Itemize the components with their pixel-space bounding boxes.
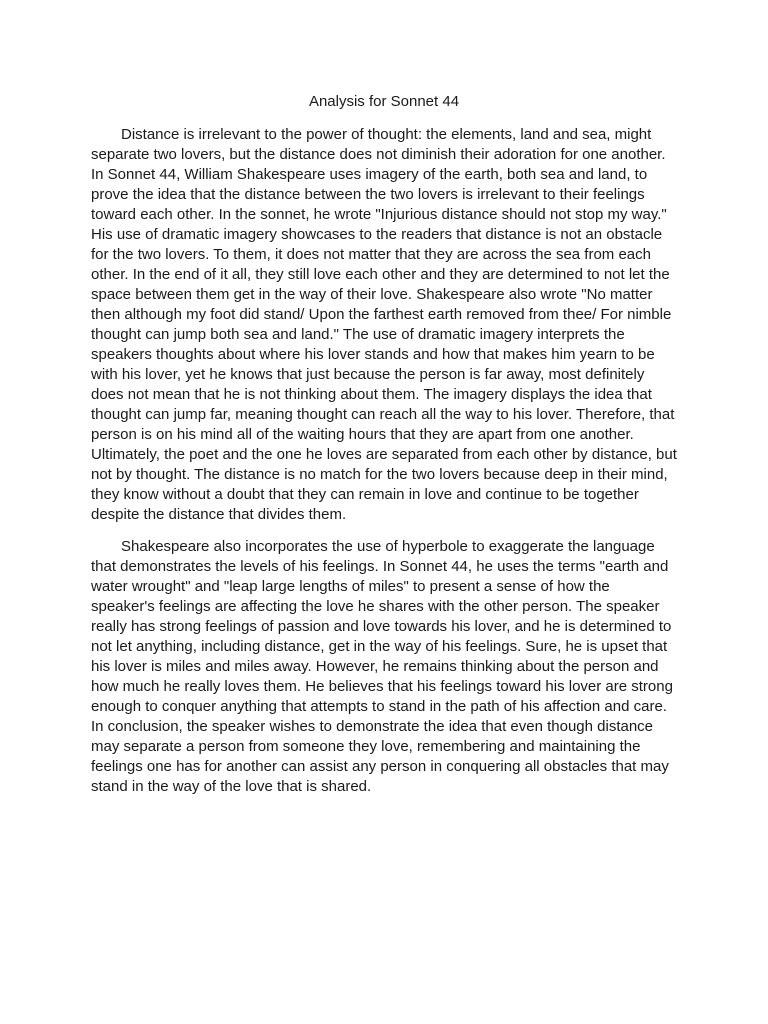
paragraph-1: Distance is irrelevant to the power of thought: the elements, land and sea, might separate two lovers, but the distance does not diminish their adoration for one another. In Sonnet 44, William Shakespeare uses imagery of the earth, both sea and land, to prove the idea that the distance between the two lovers is irrelevant to their feelings toward each other. In the sonnet, he wrote "Injurious distance should not stop my way." His use of dramatic imagery showcases to the readers that distance is not an obstacle for the two lovers. To them, it does not matter that they are across the sea from each other. In the end of it all, they still love each other and they are determined to not let the space between them get in the way of their love. Shakespeare also wrote "No matter then although my foot did stand/ Upon the farthest earth removed from thee/ For nimble thought can jump both sea and land." The use of dramatic imagery interprets the speakers thoughts about where his lover stands and how that makes him yearn to be with his lover, yet he knows that just because the person is far away, most definitely does not mean that he is not thinking about them. The imagery displays the idea that thought can jump far, meaning thought can reach all the way to his lover. Therefore, that person is on his mind all of the waiting hours that they are apart from one another. Ultimately, the poet and the one he loves are separated from each other by distance, but not by thought. The distance is no match for the two lovers because deep in their mind, they know without a doubt that they can remain in love and continue to be together despite the distance that divides them. [91,126,677,523]
document-body [91,125,677,809]
document-title: Analysis for Sonnet 44 [308,93,460,110]
paragraph-2: Shakespeare also incorporates the use of hyperbole to exaggerate the language that demonstrates the levels of his feelings. In Sonnet 44, he uses the terms "earth and water wrought" and "leap large lengths of miles" to present a sense of how the speaker's feelings are affecting the love he shares with the other person. The speaker really has strong feelings of passion and love towards his lover, and he is determined to not let anything, including distance, get in the way of his feelings. Sure, he is upset that his lover is miles and miles away. However, he remains thinking about the person and how much he really loves them. He believes that his feelings toward his lover are strong enough to conquer anything that attempts to stand in the path of his affection and care. In conclusion, the speaker wishes to demonstrate the idea that even though distance may separate a person from someone they love, remembering and maintaining the feelings one has for another can assist any person in conquering all obstacles that may stand in the way of the love that is shared. [91,538,673,795]
